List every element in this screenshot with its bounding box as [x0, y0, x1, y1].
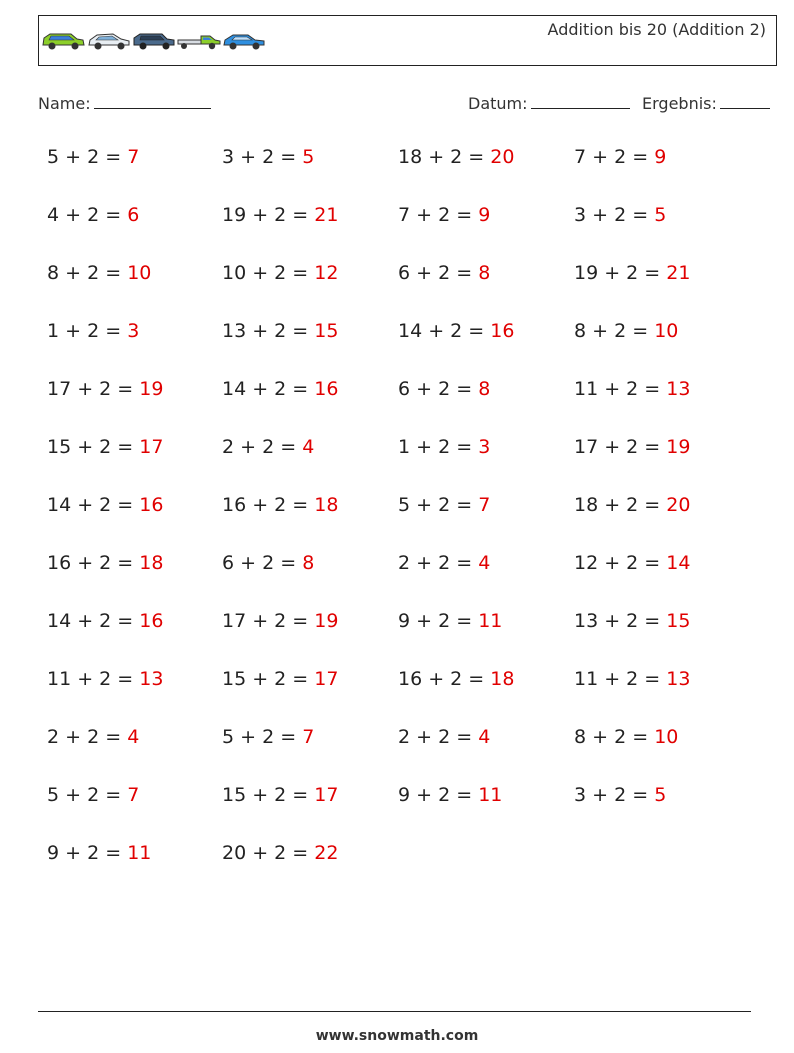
blue-car-icon — [222, 30, 266, 52]
problem-answer: 8 — [302, 552, 315, 574]
problem-question: 11 + 2 = — [574, 378, 667, 400]
problem-item — [574, 146, 666, 168]
problem-item — [47, 262, 151, 284]
problem-item — [574, 610, 690, 632]
green-car-icon — [41, 30, 85, 52]
problem-answer: 10 — [654, 726, 679, 748]
problem-question: 9 + 2 = — [47, 842, 128, 864]
problem-answer: 19 — [139, 378, 164, 400]
problem-item — [398, 610, 502, 632]
problem-question: 11 + 2 = — [47, 668, 140, 690]
problem-question: 14 + 2 = — [222, 378, 315, 400]
problem-question: 20 + 2 = — [222, 842, 315, 864]
problem-answer: 17 — [314, 784, 339, 806]
problem-answer: 11 — [478, 610, 503, 632]
problem-answer: 10 — [654, 320, 679, 342]
problem-answer: 20 — [666, 494, 691, 516]
problem-answer: 16 — [490, 320, 515, 342]
name-field[interactable] — [38, 92, 211, 113]
problem-question: 3 + 2 = — [574, 204, 655, 226]
problem-question: 16 + 2 = — [222, 494, 315, 516]
problem-question: 9 + 2 = — [398, 784, 479, 806]
problem-answer: 7 — [127, 146, 140, 168]
problem-item — [47, 552, 163, 574]
problem-question: 18 + 2 = — [574, 494, 667, 516]
problem-answer: 21 — [666, 262, 691, 284]
problem-question: 19 + 2 = — [574, 262, 667, 284]
problem-question: 5 + 2 = — [47, 784, 128, 806]
problem-question: 16 + 2 = — [398, 668, 491, 690]
page-title: Addition bis 20 (Addition 2) — [547, 20, 766, 39]
problem-question: 13 + 2 = — [222, 320, 315, 342]
dark-blue-car-icon — [132, 30, 176, 52]
problem-question: 15 + 2 = — [222, 784, 315, 806]
problem-answer: 9 — [654, 146, 667, 168]
date-line — [531, 92, 630, 109]
problem-answer: 4 — [302, 436, 315, 458]
problem-item — [222, 494, 338, 516]
problem-item — [574, 320, 678, 342]
problem-answer: 16 — [139, 610, 164, 632]
problem-answer: 4 — [478, 552, 491, 574]
problem-question: 2 + 2 = — [398, 552, 479, 574]
problem-answer: 18 — [490, 668, 515, 690]
problem-item — [398, 204, 490, 226]
problem-question: 15 + 2 = — [222, 668, 315, 690]
problem-answer: 19 — [666, 436, 691, 458]
footer-divider — [38, 1011, 751, 1012]
problem-item — [47, 204, 139, 226]
problem-question: 10 + 2 = — [222, 262, 315, 284]
problem-item — [222, 146, 314, 168]
problem-answer: 5 — [654, 784, 667, 806]
date-label: Datum: — [468, 94, 528, 113]
problem-answer: 9 — [478, 204, 491, 226]
problem-item — [47, 726, 139, 748]
car-icons — [41, 30, 271, 52]
problem-answer: 5 — [654, 204, 667, 226]
problem-answer: 21 — [314, 204, 339, 226]
problem-question: 19 + 2 = — [222, 204, 315, 226]
problem-question: 17 + 2 = — [574, 436, 667, 458]
problem-item — [398, 784, 502, 806]
problem-answer: 16 — [314, 378, 339, 400]
problem-item — [222, 204, 338, 226]
problem-item — [47, 436, 163, 458]
problem-answer: 6 — [127, 204, 140, 226]
problem-question: 3 + 2 = — [222, 146, 303, 168]
problem-item — [47, 378, 163, 400]
problem-question: 8 + 2 = — [574, 726, 655, 748]
problem-question: 12 + 2 = — [574, 552, 667, 574]
header-box — [38, 15, 777, 66]
form-fields — [38, 92, 770, 114]
problem-answer: 4 — [478, 726, 491, 748]
problem-answer: 5 — [302, 146, 315, 168]
problem-item — [222, 378, 338, 400]
problem-question: 8 + 2 = — [574, 320, 655, 342]
result-field[interactable] — [642, 92, 770, 113]
problem-question: 9 + 2 = — [398, 610, 479, 632]
problem-item — [398, 320, 514, 342]
problem-item — [47, 494, 163, 516]
problem-answer: 17 — [314, 668, 339, 690]
problem-question: 7 + 2 = — [398, 204, 479, 226]
result-line — [720, 92, 770, 109]
problem-question: 1 + 2 = — [47, 320, 128, 342]
problem-question: 13 + 2 = — [574, 610, 667, 632]
problem-answer: 13 — [666, 378, 691, 400]
problem-question: 6 + 2 = — [398, 262, 479, 284]
problem-answer: 7 — [478, 494, 491, 516]
problem-item — [222, 668, 338, 690]
problem-answer: 10 — [127, 262, 152, 284]
problem-question: 14 + 2 = — [47, 494, 140, 516]
problem-answer: 3 — [127, 320, 140, 342]
problem-answer: 12 — [314, 262, 339, 284]
problem-question: 17 + 2 = — [222, 610, 315, 632]
problem-answer: 20 — [490, 146, 515, 168]
white-car-icon — [87, 30, 131, 52]
problem-answer: 7 — [127, 784, 140, 806]
problem-answer: 15 — [314, 320, 339, 342]
problem-item — [574, 784, 666, 806]
problem-question: 18 + 2 = — [398, 146, 491, 168]
problem-question: 7 + 2 = — [574, 146, 655, 168]
problem-question: 17 + 2 = — [47, 378, 140, 400]
problem-item — [222, 436, 314, 458]
problem-item — [398, 726, 490, 748]
name-line — [94, 92, 211, 109]
problem-answer: 15 — [666, 610, 691, 632]
problem-answer: 22 — [314, 842, 339, 864]
problem-answer: 4 — [127, 726, 140, 748]
problem-answer: 3 — [478, 436, 491, 458]
problem-answer: 17 — [139, 436, 164, 458]
problem-answer: 18 — [139, 552, 164, 574]
problem-item — [398, 436, 490, 458]
problem-question: 14 + 2 = — [398, 320, 491, 342]
problem-answer: 11 — [127, 842, 152, 864]
problem-question: 4 + 2 = — [47, 204, 128, 226]
footer-url[interactable]: www.snowmath.com — [315, 1028, 479, 1044]
problem-answer: 18 — [314, 494, 339, 516]
problem-item — [398, 494, 490, 516]
problem-item — [222, 842, 338, 864]
problem-item — [222, 726, 314, 748]
problem-question: 3 + 2 = — [574, 784, 655, 806]
result-label: Ergebnis: — [642, 94, 717, 113]
problem-item — [222, 262, 338, 284]
problem-answer: 7 — [302, 726, 315, 748]
problem-item — [574, 494, 690, 516]
problem-answer: 16 — [139, 494, 164, 516]
problem-question: 16 + 2 = — [47, 552, 140, 574]
problem-item — [47, 320, 139, 342]
problem-question: 1 + 2 = — [398, 436, 479, 458]
problem-item — [222, 552, 314, 574]
problem-question: 5 + 2 = — [47, 146, 128, 168]
problem-question: 11 + 2 = — [574, 668, 667, 690]
problem-answer: 19 — [314, 610, 339, 632]
problem-question: 2 + 2 = — [398, 726, 479, 748]
problem-item — [222, 610, 338, 632]
problem-item — [47, 668, 163, 690]
problem-item — [574, 436, 690, 458]
name-label: Name: — [38, 94, 91, 113]
problem-answer: 13 — [666, 668, 691, 690]
problem-item — [47, 842, 151, 864]
problem-answer: 8 — [478, 378, 491, 400]
problem-item — [47, 146, 139, 168]
problem-question: 15 + 2 = — [47, 436, 140, 458]
problem-answer: 8 — [478, 262, 491, 284]
problem-item — [574, 262, 690, 284]
problem-item — [574, 668, 690, 690]
problem-item — [398, 378, 490, 400]
problem-item — [47, 610, 163, 632]
problem-item — [574, 378, 690, 400]
problem-item — [398, 262, 490, 284]
problem-item — [222, 784, 338, 806]
problem-answer: 11 — [478, 784, 503, 806]
problem-item — [574, 552, 690, 574]
problem-item — [222, 320, 338, 342]
problem-question: 5 + 2 = — [222, 726, 303, 748]
problem-question: 8 + 2 = — [47, 262, 128, 284]
problem-answer: 14 — [666, 552, 691, 574]
date-field[interactable] — [468, 92, 630, 113]
problem-item — [398, 146, 514, 168]
problem-item — [398, 552, 490, 574]
problem-question: 2 + 2 = — [222, 436, 303, 458]
problem-question: 5 + 2 = — [398, 494, 479, 516]
pickup-truck-icon — [177, 30, 221, 52]
problem-item — [398, 668, 514, 690]
problem-question: 6 + 2 = — [222, 552, 303, 574]
problem-question: 6 + 2 = — [398, 378, 479, 400]
problem-item — [574, 726, 678, 748]
problem-item — [574, 204, 666, 226]
problem-question: 14 + 2 = — [47, 610, 140, 632]
problem-question: 2 + 2 = — [47, 726, 128, 748]
problem-answer: 13 — [139, 668, 164, 690]
problem-item — [47, 784, 139, 806]
